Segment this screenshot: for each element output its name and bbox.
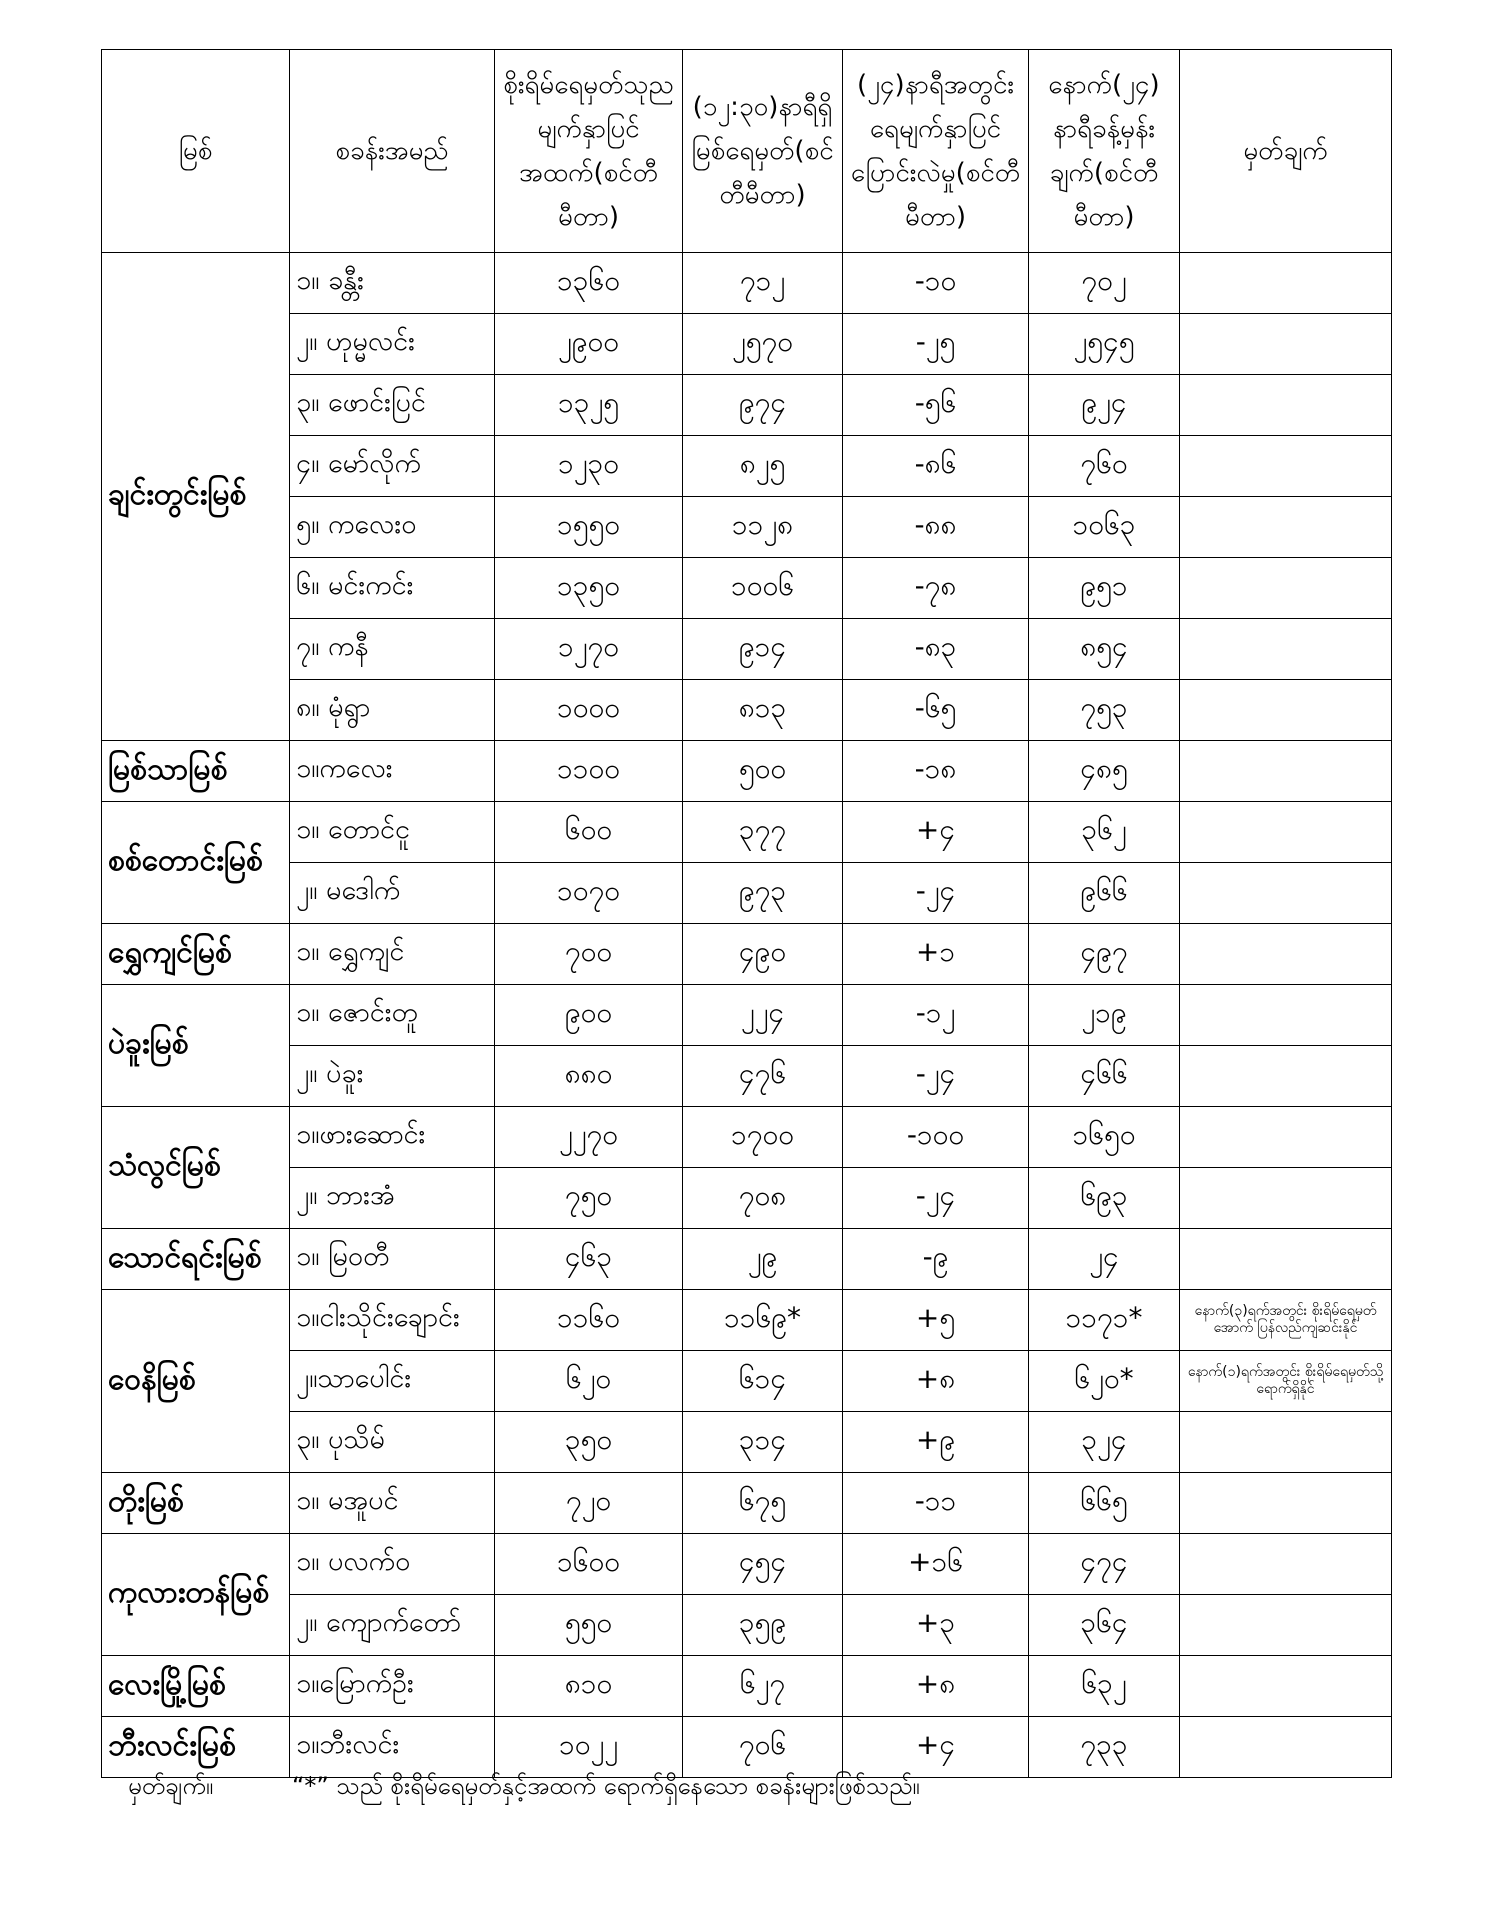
forecast-cell: ၈၅၄	[1029, 619, 1180, 680]
danger-level-cell: ၈၁၀	[495, 1656, 683, 1717]
remark-cell	[1180, 924, 1392, 985]
forecast-cell: ၃၆၂	[1029, 802, 1180, 863]
station-name-cell: ၁။ ဇောင်းတူ	[290, 985, 495, 1046]
change-cell: -၂၄	[843, 1046, 1029, 1107]
danger-level-cell: ၇၀၀	[495, 924, 683, 985]
danger-level-cell: ၆၂၀	[495, 1351, 683, 1412]
table-row	[102, 1290, 1392, 1351]
river-name-cell: စစ်တောင်းမြစ်	[102, 802, 290, 924]
danger-level-cell: ၂၉၀၀	[495, 314, 683, 375]
change-cell: -၈၈	[843, 497, 1029, 558]
station-name-cell: ၈။ မုံရွာ	[290, 680, 495, 741]
station-name-cell: ၃။ ဖောင်းပြင်	[290, 375, 495, 436]
station-name-cell: ၁။ဖားဆောင်း	[290, 1107, 495, 1168]
current-level-cell: ၁၀၀၆	[683, 558, 843, 619]
change-cell: +၄	[843, 1717, 1029, 1778]
remark-cell	[1180, 985, 1392, 1046]
change-cell: -၆၅	[843, 680, 1029, 741]
remark-cell	[1180, 1595, 1392, 1656]
footer-label: မှတ်ချက်။	[128, 1772, 214, 1800]
table-row	[102, 1351, 1392, 1412]
current-level-cell: ၆၁၄	[683, 1351, 843, 1412]
forecast-cell: ၉၂၄	[1029, 375, 1180, 436]
danger-level-cell: ၁၀၂၂	[495, 1717, 683, 1778]
current-level-cell: ၇၀၈	[683, 1168, 843, 1229]
table-row	[102, 1595, 1392, 1656]
change-cell: +၁၆	[843, 1534, 1029, 1595]
danger-level-cell: ၁၀၀၀	[495, 680, 683, 741]
river-name-cell: မြစ်သာမြစ်	[102, 741, 290, 802]
station-name-cell: ၂။ ကျောက်တော်	[290, 1595, 495, 1656]
change-cell: -၁၁	[843, 1473, 1029, 1534]
table-row	[102, 253, 1392, 314]
change-cell: +၉	[843, 1412, 1029, 1473]
table-row	[102, 802, 1392, 863]
change-cell: -၇၈	[843, 558, 1029, 619]
current-level-cell: ၉၁၄	[683, 619, 843, 680]
table-row	[102, 1229, 1392, 1290]
current-level-cell: ၃၅၉	[683, 1595, 843, 1656]
river-name-cell: သံလွင်မြစ်	[102, 1107, 290, 1229]
forecast-cell: ၁၆၅၀	[1029, 1107, 1180, 1168]
danger-level-cell: ၈၈၀	[495, 1046, 683, 1107]
forecast-cell: ၁၁၇၁*	[1029, 1290, 1180, 1351]
change-cell: -၁၈	[843, 741, 1029, 802]
header-row	[102, 50, 1392, 253]
current-level-cell: ၁၁၂၈	[683, 497, 843, 558]
remark-cell	[1180, 741, 1392, 802]
station-name-cell: ၁။ဘီးလင်း	[290, 1717, 495, 1778]
change-cell: -၉	[843, 1229, 1029, 1290]
danger-level-cell: ၄၆၃	[495, 1229, 683, 1290]
header-river: မြစ်	[102, 50, 290, 253]
forecast-cell: ၉၆၆	[1029, 863, 1180, 924]
station-name-cell: ၄။ မော်လိုက်	[290, 436, 495, 497]
change-cell: -၁၀၀	[843, 1107, 1029, 1168]
table-row	[102, 741, 1392, 802]
river-name-cell: ဝေနိမြစ်	[102, 1290, 290, 1473]
current-level-cell: ၃၇၇	[683, 802, 843, 863]
change-cell: -၂၄	[843, 1168, 1029, 1229]
table-row	[102, 497, 1392, 558]
station-name-cell: ၆။ မင်းကင်း	[290, 558, 495, 619]
remark-cell	[1180, 619, 1392, 680]
remark-cell	[1180, 436, 1392, 497]
table-body	[102, 253, 1392, 1778]
remark-cell	[1180, 680, 1392, 741]
change-cell: -၈၆	[843, 436, 1029, 497]
station-name-cell: ၇။ ကနီ	[290, 619, 495, 680]
station-name-cell: ၁။ကလေး	[290, 741, 495, 802]
river-name-cell: ရွှေကျင်မြစ်	[102, 924, 290, 985]
header-change: (၂၄)နာရီအတွင်းရေမျက်နှာပြင်ပြောင်းလဲမှု(စင်တီမီတာ)	[843, 50, 1029, 253]
station-name-cell: ၂။ ပဲခူး	[290, 1046, 495, 1107]
table-row	[102, 1107, 1392, 1168]
current-level-cell: ၈၂၅	[683, 436, 843, 497]
change-cell: -၈၃	[843, 619, 1029, 680]
forecast-cell: ၄၆၆	[1029, 1046, 1180, 1107]
forecast-cell: ၂၅၄၅	[1029, 314, 1180, 375]
current-level-cell: ၈၁၃	[683, 680, 843, 741]
river-name-cell: ပဲခူးမြစ်	[102, 985, 290, 1107]
station-name-cell: ၁။ ရွှေကျင်	[290, 924, 495, 985]
remark-cell	[1180, 1107, 1392, 1168]
forecast-cell: ၂၄	[1029, 1229, 1180, 1290]
forecast-cell: ၄၇၄	[1029, 1534, 1180, 1595]
forecast-cell: ၁၀၆၃	[1029, 497, 1180, 558]
change-cell: +၁	[843, 924, 1029, 985]
remark-cell	[1180, 375, 1392, 436]
forecast-cell: ၆၉၃	[1029, 1168, 1180, 1229]
table-row	[102, 985, 1392, 1046]
danger-level-cell: ၁၁၀၀	[495, 741, 683, 802]
change-cell: +၈	[843, 1351, 1029, 1412]
remark-cell: နောက်(၁)ရက်အတွင်း စိုးရိမ်ရေမှတ်သို့ ရောက်ရှိနိုင်	[1180, 1351, 1392, 1412]
current-level-cell: ၇၁၂	[683, 253, 843, 314]
danger-level-cell: ၃၅၀	[495, 1412, 683, 1473]
station-name-cell: ၂။ ဘားအံ	[290, 1168, 495, 1229]
river-name-cell: လေးမြို့မြစ်	[102, 1656, 290, 1717]
danger-level-cell: ၁၃၂၅	[495, 375, 683, 436]
table-row	[102, 375, 1392, 436]
remark-cell: နောက်(၃)ရက်အတွင်း စိုးရိမ်ရေမှတ်အောက် ပြန်လည်ကျဆင်းနိုင်	[1180, 1290, 1392, 1351]
remark-cell	[1180, 1412, 1392, 1473]
change-cell: +၄	[843, 802, 1029, 863]
danger-level-cell: ၁၅၅၀	[495, 497, 683, 558]
forecast-cell: ၄၈၅	[1029, 741, 1180, 802]
current-level-cell: ၄၅၄	[683, 1534, 843, 1595]
current-level-cell: ၂၂၄	[683, 985, 843, 1046]
forecast-cell: ၃၆၄	[1029, 1595, 1180, 1656]
table-row	[102, 863, 1392, 924]
river-name-cell: တိုးမြစ်	[102, 1473, 290, 1534]
station-name-cell: ၁။မြောက်ဦး	[290, 1656, 495, 1717]
header-forecast: နောက်(၂၄) နာရီခန့်မှန်းချက်(စင်တီမီတာ)	[1029, 50, 1180, 253]
forecast-cell: ၇၅၃	[1029, 680, 1180, 741]
remark-cell	[1180, 1656, 1392, 1717]
change-cell: -၂၅	[843, 314, 1029, 375]
change-cell: +၃	[843, 1595, 1029, 1656]
table-row	[102, 1168, 1392, 1229]
river-name-cell: ဘီးလင်းမြစ်	[102, 1717, 290, 1778]
change-cell: -၁၂	[843, 985, 1029, 1046]
header-remark: မှတ်ချက်	[1180, 50, 1392, 253]
current-level-cell: ၆၇၅	[683, 1473, 843, 1534]
current-level-cell: ၃၁၄	[683, 1412, 843, 1473]
current-level-cell: ၆၂၇	[683, 1656, 843, 1717]
current-level-cell: ၄၇၆	[683, 1046, 843, 1107]
table-row	[102, 1656, 1392, 1717]
forecast-cell: ၆၃၂	[1029, 1656, 1180, 1717]
header-danger-level: စိုးရိမ်ရေမှတ်သုညမျက်နှာပြင်အထက်(စင်တီမီတာ)	[495, 50, 683, 253]
danger-level-cell: ၇၅၀	[495, 1168, 683, 1229]
station-name-cell: ၁။ငါးသိုင်းချောင်း	[290, 1290, 495, 1351]
current-level-cell: ၉၇၃	[683, 863, 843, 924]
current-level-cell: ၉၇၄	[683, 375, 843, 436]
station-name-cell: ၅။ ကလေးဝ	[290, 497, 495, 558]
danger-level-cell: ၇၂၀	[495, 1473, 683, 1534]
forecast-cell: ၆၆၅	[1029, 1473, 1180, 1534]
station-name-cell: ၂။ မဒေါက်	[290, 863, 495, 924]
table-row	[102, 558, 1392, 619]
table-row	[102, 1717, 1392, 1778]
change-cell: +၅	[843, 1290, 1029, 1351]
change-cell: -၁၀	[843, 253, 1029, 314]
forecast-cell: ၄၉၇	[1029, 924, 1180, 985]
forecast-cell: ၇၃၃	[1029, 1717, 1180, 1778]
table-row	[102, 314, 1392, 375]
current-level-cell: ၁၁၆၉*	[683, 1290, 843, 1351]
danger-level-cell: ၁၀၇၀	[495, 863, 683, 924]
forecast-cell: ၂၁၉	[1029, 985, 1180, 1046]
current-level-cell: ၂၉	[683, 1229, 843, 1290]
danger-level-cell: ၅၅၀	[495, 1595, 683, 1656]
table-row	[102, 1534, 1392, 1595]
remark-cell	[1180, 802, 1392, 863]
table-row	[102, 680, 1392, 741]
remark-cell	[1180, 1717, 1392, 1778]
header-current-level: (၁၂:၃၀)နာရီရှိမြစ်ရေမှတ်(စင်တီမီတာ)	[683, 50, 843, 253]
station-name-cell: ၁။ ပလက်ဝ	[290, 1534, 495, 1595]
forecast-cell: ၇၀၂	[1029, 253, 1180, 314]
remark-cell	[1180, 1229, 1392, 1290]
table-row	[102, 924, 1392, 985]
danger-level-cell: ၁၆၀၀	[495, 1534, 683, 1595]
remark-cell	[1180, 314, 1392, 375]
forecast-cell: ၃၂၄	[1029, 1412, 1180, 1473]
danger-level-cell: ၁၃၅၀	[495, 558, 683, 619]
header-station: စခန်းအမည်	[290, 50, 495, 253]
danger-level-cell: ၉၀၀	[495, 985, 683, 1046]
station-name-cell: ၂။သာပေါင်း	[290, 1351, 495, 1412]
station-name-cell: ၁။ ခန္တီး	[290, 253, 495, 314]
danger-level-cell: ၂၂၇၀	[495, 1107, 683, 1168]
danger-level-cell: ၁၃၆၀	[495, 253, 683, 314]
table-row	[102, 1412, 1392, 1473]
remark-cell	[1180, 558, 1392, 619]
station-name-cell: ၁။ မအူပင်	[290, 1473, 495, 1534]
remark-cell	[1180, 1534, 1392, 1595]
danger-level-cell: ၆၀၀	[495, 802, 683, 863]
change-cell: -၅၆	[843, 375, 1029, 436]
current-level-cell: ၂၅၇၀	[683, 314, 843, 375]
danger-level-cell: ၁၂၇၀	[495, 619, 683, 680]
remark-cell	[1180, 1473, 1392, 1534]
remark-cell	[1180, 1168, 1392, 1229]
change-cell: +၈	[843, 1656, 1029, 1717]
river-name-cell: သောင်ရင်းမြစ်	[102, 1229, 290, 1290]
river-name-cell: ချင်းတွင်းမြစ်	[102, 253, 290, 741]
river-level-table	[101, 49, 1392, 1778]
forecast-cell: ၉၅၁	[1029, 558, 1180, 619]
table-row	[102, 1046, 1392, 1107]
current-level-cell: ၁၇၀၀	[683, 1107, 843, 1168]
table-row	[102, 436, 1392, 497]
station-name-cell: ၁။ မြဝတီ	[290, 1229, 495, 1290]
current-level-cell: ၅၀၀	[683, 741, 843, 802]
change-cell: -၂၄	[843, 863, 1029, 924]
remark-cell	[1180, 863, 1392, 924]
table-row	[102, 619, 1392, 680]
remark-cell	[1180, 497, 1392, 558]
remark-cell	[1180, 253, 1392, 314]
forecast-cell: ၇၆၀	[1029, 436, 1180, 497]
station-name-cell: ၃။ ပုသိမ်	[290, 1412, 495, 1473]
current-level-cell: ၄၉၀	[683, 924, 843, 985]
danger-level-cell: ၁၁၆၀	[495, 1290, 683, 1351]
remark-cell	[1180, 1046, 1392, 1107]
river-name-cell: ကုလားတန်မြစ်	[102, 1534, 290, 1656]
table-row	[102, 1473, 1392, 1534]
danger-level-cell: ၁၂၃၀	[495, 436, 683, 497]
station-name-cell: ၂။ ဟုမ္မလင်း	[290, 314, 495, 375]
current-level-cell: ၇၀၆	[683, 1717, 843, 1778]
station-name-cell: ၁။ တောင်ငူ	[290, 802, 495, 863]
forecast-cell: ၆၂၀*	[1029, 1351, 1180, 1412]
footer-note: “*” သည် စိုးရိမ်ရေမှတ်နှင့်အထက် ရောက်ရှိနေသော စခန်းများဖြစ်သည်။	[292, 1772, 920, 1800]
